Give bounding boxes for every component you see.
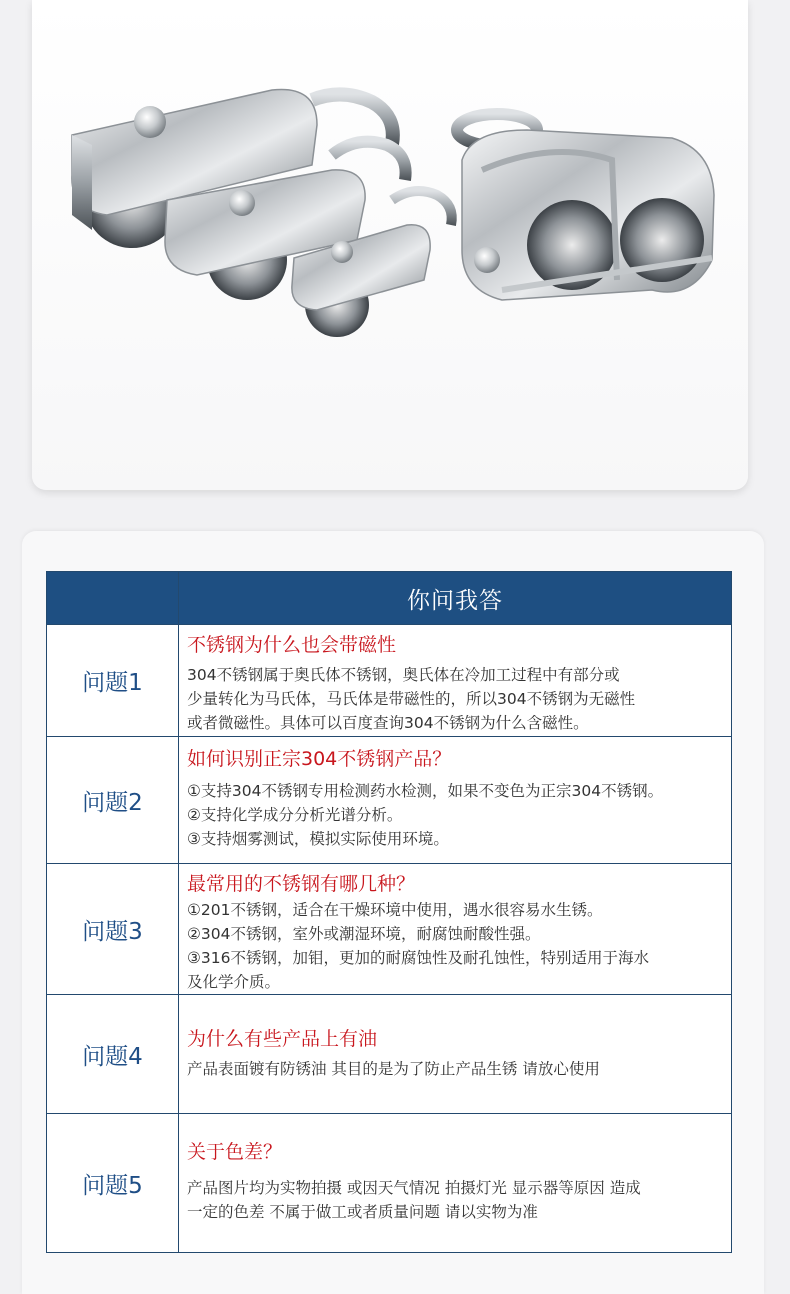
product-photo-card [32, 0, 748, 490]
pulley-product-image [32, 0, 748, 490]
answer-cell [179, 1114, 732, 1253]
answer-line: 一定的色差 不属于做工或者质量问题 请以实物为准 [187, 1203, 538, 1221]
answer-line: 产品表面镀有防锈油 其目的是为了防止产品生锈 请放心使用 [187, 1060, 600, 1078]
answer-line: 304不锈钢属于奥氏体不锈钢，奥氏体在冷加工过程中有部分或 [187, 666, 620, 684]
faq-title: 你问我答 [179, 572, 732, 625]
answer-text [187, 898, 725, 994]
faq-row [47, 995, 732, 1114]
faq-table [46, 571, 732, 1253]
answer-text [187, 779, 725, 851]
question-label: 问题4 [47, 995, 179, 1114]
answer-line: ②支持化学成分分析光谱分析。 [187, 806, 403, 824]
question-label: 问题5 [47, 1114, 179, 1253]
answer-line: ③支持烟雾测试，模拟实际使用环境。 [187, 830, 449, 848]
faq-row [47, 1114, 732, 1253]
answer-text [187, 1176, 725, 1224]
header-corner [47, 572, 179, 625]
answer-line: 少量转化为马氏体，马氏体是带磁性的，所以304不锈钢为无磁性 [187, 690, 636, 708]
question-title: 为什么有些产品上有油 [187, 1028, 378, 1050]
answer-line: 产品图片均为实物拍摄 或因天气情况 拍摄灯光 显示器等原因 造成 [187, 1179, 641, 1197]
faq-row [47, 737, 732, 864]
answer-cell [179, 737, 732, 864]
question-label: 问题3 [47, 864, 179, 995]
question-title: 关于色差？ [187, 1141, 283, 1163]
answer-line: 或者微磁性。具体可以百度查询304不锈钢为什么含磁性。 [187, 714, 589, 732]
answer-line: ①201不锈钢，适合在干燥环境中使用，遇水很容易水生锈。 [187, 901, 603, 919]
answer-text [187, 1057, 725, 1081]
answer-line: ①支持304不锈钢专用检测药水检测，如果不变色为正宗304不锈钢。 [187, 782, 664, 800]
answer-cell [179, 995, 732, 1114]
answer-line: 及化学介质。 [187, 973, 281, 991]
answer-text [187, 663, 725, 735]
question-title: 不锈钢为什么也会带磁性 [187, 634, 397, 656]
faq-row [47, 864, 732, 995]
question-title: 如何识别正宗304不锈钢产品？ [187, 748, 452, 770]
answer-line: ②304不锈钢，室外或潮湿环境，耐腐蚀耐酸性强。 [187, 925, 541, 943]
question-label: 问题1 [47, 625, 179, 737]
answer-line: ③316不锈钢，加钼，更加的耐腐蚀性及耐孔蚀性，特别适用于海水 [187, 949, 649, 967]
faq-row [47, 625, 732, 737]
question-title: 最常用的不锈钢有哪几种？ [187, 873, 416, 895]
answer-cell [179, 625, 732, 737]
question-label: 问题2 [47, 737, 179, 864]
answer-cell [179, 864, 732, 995]
